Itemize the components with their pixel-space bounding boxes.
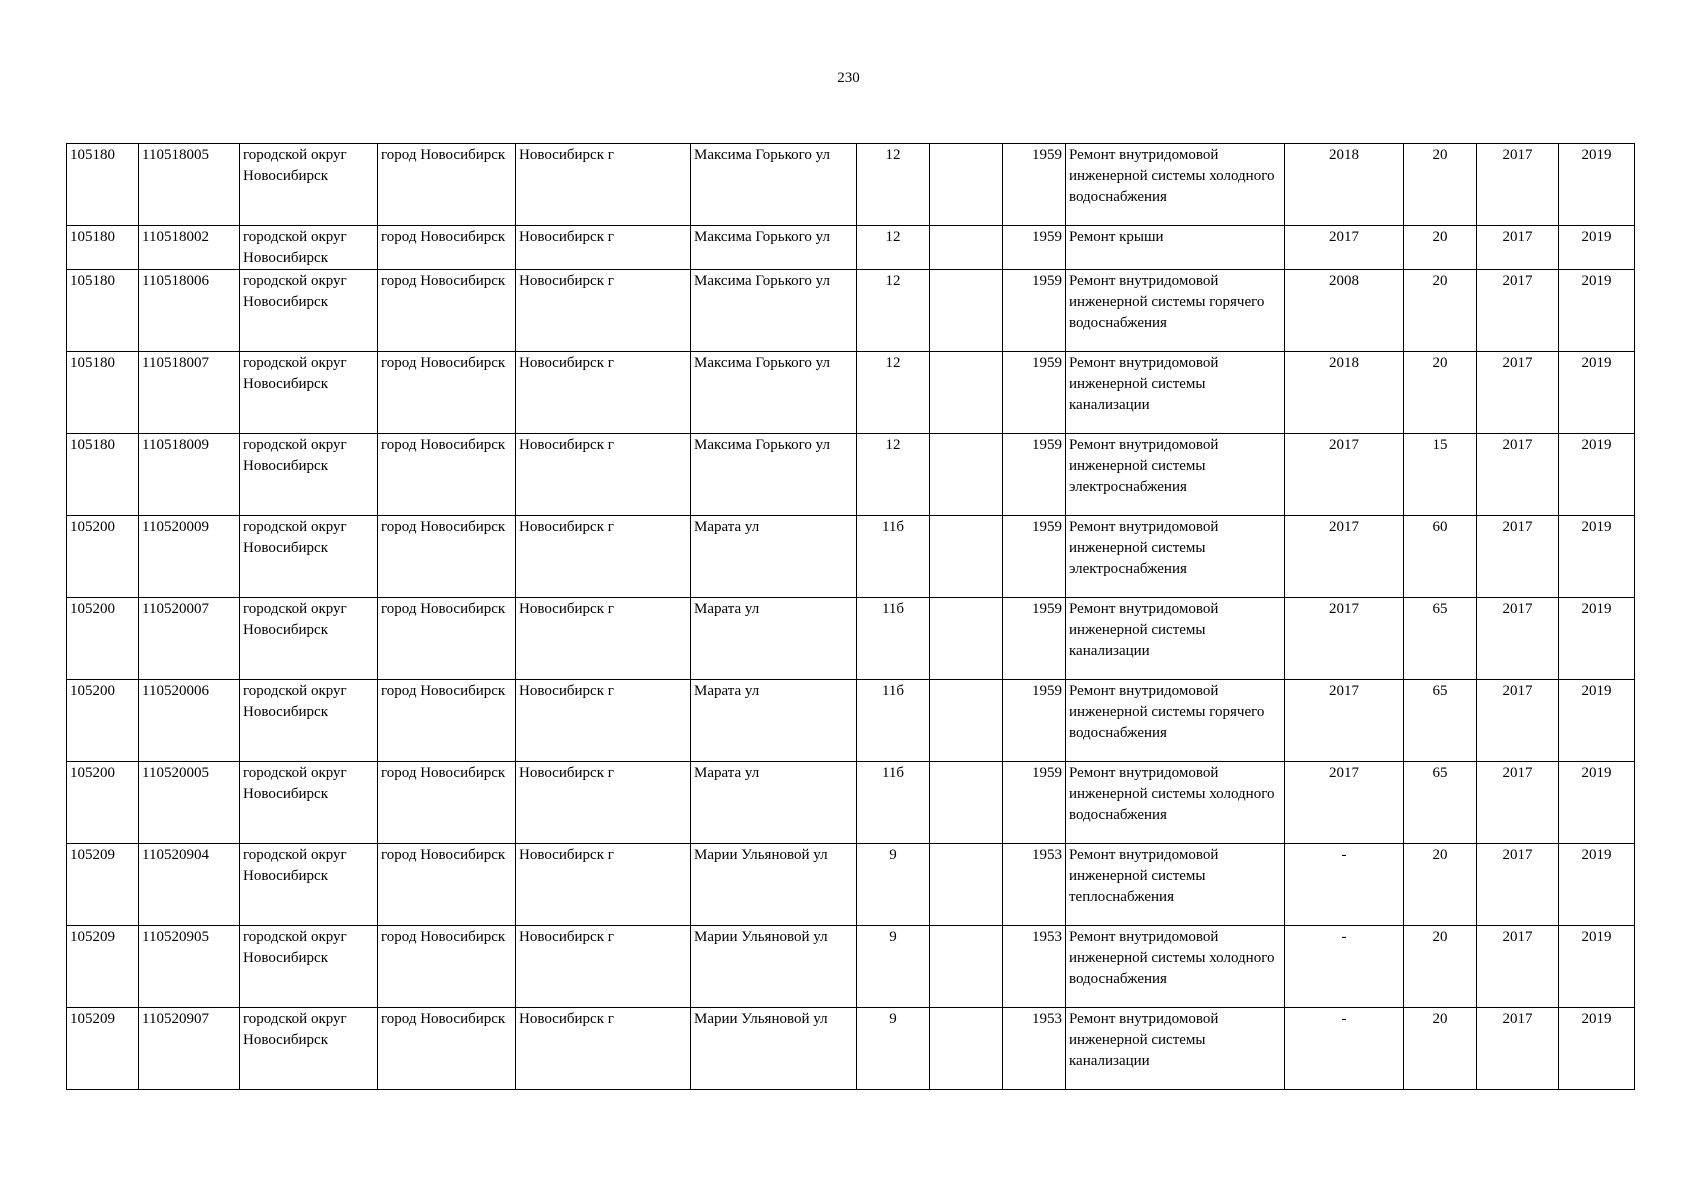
street-cell: Марии Ульяновой ул (691, 1008, 857, 1090)
house-number-cell: 12 (857, 434, 930, 516)
locality-cell: Новосибирск г (516, 680, 691, 762)
house-number-cell: 12 (857, 352, 930, 434)
street-cell: Максима Горького ул (691, 352, 857, 434)
period-start-cell: 2017 (1477, 680, 1559, 762)
work-id-cell: 110518007 (139, 352, 240, 434)
work-type-cell: Ремонт внутридомовой инженерной системы холодного водоснабжения (1066, 762, 1285, 844)
house-number-cell: 11б (857, 762, 930, 844)
locality-cell: Новосибирск г (516, 226, 691, 270)
settlement-cell: город Новосибирск (378, 352, 516, 434)
work-type-cell: Ремонт внутридомовой инженерной системы горячего водоснабжения (1066, 680, 1285, 762)
municipality-cell: городской округ Новосибирск (240, 270, 378, 352)
street-cell: Максима Горького ул (691, 270, 857, 352)
wear-percent-cell: 15 (1404, 434, 1477, 516)
work-id-cell: 110520907 (139, 1008, 240, 1090)
settlement-cell: город Новосибирск (378, 226, 516, 270)
last-repair-year-cell: 2017 (1285, 516, 1404, 598)
municipality-cell: городской округ Новосибирск (240, 434, 378, 516)
code-cell: 105209 (67, 844, 139, 926)
work-id-cell: 110518009 (139, 434, 240, 516)
work-type-cell: Ремонт внутридомовой инженерной системы теплоснабжения (1066, 844, 1285, 926)
work-id-cell: 110520009 (139, 516, 240, 598)
period-start-cell: 2017 (1477, 144, 1559, 226)
empty-cell (930, 144, 1003, 226)
last-repair-year-cell: 2017 (1285, 680, 1404, 762)
table-row (67, 926, 1635, 1008)
street-cell: Марата ул (691, 598, 857, 680)
work-id-cell: 110518005 (139, 144, 240, 226)
empty-cell (930, 352, 1003, 434)
repair-registry-table (66, 143, 1635, 1090)
work-id-cell: 110520904 (139, 844, 240, 926)
table-row (67, 434, 1635, 516)
period-end-cell: 2019 (1559, 844, 1635, 926)
table-row (67, 762, 1635, 844)
empty-cell (930, 598, 1003, 680)
municipality-cell: городской округ Новосибирск (240, 680, 378, 762)
built-year-cell: 1953 (1003, 844, 1066, 926)
municipality-cell: городской округ Новосибирск (240, 516, 378, 598)
empty-cell (930, 844, 1003, 926)
work-id-cell: 110520005 (139, 762, 240, 844)
street-cell: Марии Ульяновой ул (691, 844, 857, 926)
period-start-cell: 2017 (1477, 926, 1559, 1008)
empty-cell (930, 926, 1003, 1008)
wear-percent-cell: 20 (1404, 144, 1477, 226)
last-repair-year-cell: - (1285, 844, 1404, 926)
work-type-cell: Ремонт внутридомовой инженерной системы канализации (1066, 352, 1285, 434)
locality-cell: Новосибирск г (516, 598, 691, 680)
period-end-cell: 2019 (1559, 144, 1635, 226)
empty-cell (930, 516, 1003, 598)
empty-cell (930, 762, 1003, 844)
period-end-cell: 2019 (1559, 680, 1635, 762)
house-number-cell: 12 (857, 270, 930, 352)
wear-percent-cell: 20 (1404, 352, 1477, 434)
period-start-cell: 2017 (1477, 598, 1559, 680)
last-repair-year-cell: 2018 (1285, 144, 1404, 226)
work-type-cell: Ремонт внутридомовой инженерной системы канализации (1066, 1008, 1285, 1090)
municipality-cell: городской округ Новосибирск (240, 1008, 378, 1090)
code-cell: 105200 (67, 762, 139, 844)
municipality-cell: городской округ Новосибирск (240, 352, 378, 434)
work-type-cell: Ремонт крыши (1066, 226, 1285, 270)
period-start-cell: 2017 (1477, 844, 1559, 926)
street-cell: Марата ул (691, 680, 857, 762)
wear-percent-cell: 20 (1404, 226, 1477, 270)
work-type-cell: Ремонт внутридомовой инженерной системы электроснабжения (1066, 434, 1285, 516)
street-cell: Марата ул (691, 762, 857, 844)
period-end-cell: 2019 (1559, 434, 1635, 516)
settlement-cell: город Новосибирск (378, 598, 516, 680)
street-cell: Марии Ульяновой ул (691, 926, 857, 1008)
last-repair-year-cell: 2018 (1285, 352, 1404, 434)
work-id-cell: 110520007 (139, 598, 240, 680)
table-row (67, 1008, 1635, 1090)
period-start-cell: 2017 (1477, 352, 1559, 434)
municipality-cell: городской округ Новосибирск (240, 762, 378, 844)
page-number: 230 (837, 70, 860, 86)
settlement-cell: город Новосибирск (378, 434, 516, 516)
settlement-cell: город Новосибирск (378, 270, 516, 352)
work-type-cell: Ремонт внутридомовой инженерной системы горячего водоснабжения (1066, 270, 1285, 352)
wear-percent-cell: 20 (1404, 926, 1477, 1008)
work-id-cell: 110520905 (139, 926, 240, 1008)
wear-percent-cell: 65 (1404, 598, 1477, 680)
settlement-cell: город Новосибирск (378, 1008, 516, 1090)
code-cell: 105180 (67, 434, 139, 516)
street-cell: Максима Горького ул (691, 226, 857, 270)
built-year-cell: 1959 (1003, 144, 1066, 226)
period-end-cell: 2019 (1559, 598, 1635, 680)
street-cell: Максима Горького ул (691, 434, 857, 516)
period-end-cell: 2019 (1559, 1008, 1635, 1090)
period-end-cell: 2019 (1559, 270, 1635, 352)
house-number-cell: 11б (857, 680, 930, 762)
house-number-cell: 11б (857, 598, 930, 680)
work-type-cell: Ремонт внутридомовой инженерной системы канализации (1066, 598, 1285, 680)
street-cell: Максима Горького ул (691, 144, 857, 226)
code-cell: 105180 (67, 270, 139, 352)
municipality-cell: городской округ Новосибирск (240, 598, 378, 680)
settlement-cell: город Новосибирск (378, 516, 516, 598)
table-row (67, 598, 1635, 680)
work-id-cell: 110518006 (139, 270, 240, 352)
locality-cell: Новосибирск г (516, 352, 691, 434)
period-start-cell: 2017 (1477, 270, 1559, 352)
empty-cell (930, 680, 1003, 762)
period-start-cell: 2017 (1477, 434, 1559, 516)
table-row (67, 270, 1635, 352)
locality-cell: Новосибирск г (516, 516, 691, 598)
locality-cell: Новосибирск г (516, 1008, 691, 1090)
wear-percent-cell: 65 (1404, 762, 1477, 844)
last-repair-year-cell: 2017 (1285, 598, 1404, 680)
code-cell: 105200 (67, 598, 139, 680)
wear-percent-cell: 65 (1404, 680, 1477, 762)
built-year-cell: 1959 (1003, 270, 1066, 352)
period-start-cell: 2017 (1477, 226, 1559, 270)
table-row (67, 680, 1635, 762)
table-row (67, 144, 1635, 226)
settlement-cell: город Новосибирск (378, 680, 516, 762)
municipality-cell: городской округ Новосибирск (240, 144, 378, 226)
built-year-cell: 1959 (1003, 680, 1066, 762)
table-row (67, 844, 1635, 926)
locality-cell: Новосибирск г (516, 144, 691, 226)
built-year-cell: 1959 (1003, 598, 1066, 680)
locality-cell: Новосибирск г (516, 762, 691, 844)
work-type-cell: Ремонт внутридомовой инженерной системы холодного водоснабжения (1066, 926, 1285, 1008)
house-number-cell: 12 (857, 226, 930, 270)
built-year-cell: 1959 (1003, 226, 1066, 270)
wear-percent-cell: 60 (1404, 516, 1477, 598)
work-type-cell: Ремонт внутридомовой инженерной системы электроснабжения (1066, 516, 1285, 598)
empty-cell (930, 226, 1003, 270)
work-id-cell: 110520006 (139, 680, 240, 762)
last-repair-year-cell: - (1285, 1008, 1404, 1090)
empty-cell (930, 270, 1003, 352)
house-number-cell: 9 (857, 1008, 930, 1090)
last-repair-year-cell: 2017 (1285, 434, 1404, 516)
wear-percent-cell: 20 (1404, 844, 1477, 926)
house-number-cell: 9 (857, 926, 930, 1008)
locality-cell: Новосибирск г (516, 270, 691, 352)
street-cell: Марата ул (691, 516, 857, 598)
house-number-cell: 12 (857, 144, 930, 226)
municipality-cell: городской округ Новосибирск (240, 926, 378, 1008)
built-year-cell: 1953 (1003, 926, 1066, 1008)
wear-percent-cell: 20 (1404, 1008, 1477, 1090)
wear-percent-cell: 20 (1404, 270, 1477, 352)
work-type-cell: Ремонт внутридомовой инженерной системы холодного водоснабжения (1066, 144, 1285, 226)
built-year-cell: 1959 (1003, 762, 1066, 844)
settlement-cell: город Новосибирск (378, 144, 516, 226)
empty-cell (930, 434, 1003, 516)
work-id-cell: 110518002 (139, 226, 240, 270)
locality-cell: Новосибирск г (516, 434, 691, 516)
code-cell: 105180 (67, 226, 139, 270)
period-end-cell: 2019 (1559, 516, 1635, 598)
municipality-cell: городской округ Новосибирск (240, 844, 378, 926)
period-end-cell: 2019 (1559, 352, 1635, 434)
code-cell: 105209 (67, 1008, 139, 1090)
code-cell: 105200 (67, 680, 139, 762)
code-cell: 105180 (67, 352, 139, 434)
house-number-cell: 9 (857, 844, 930, 926)
built-year-cell: 1953 (1003, 1008, 1066, 1090)
last-repair-year-cell: 2008 (1285, 270, 1404, 352)
code-cell: 105200 (67, 516, 139, 598)
table-row (67, 226, 1635, 270)
code-cell: 105180 (67, 144, 139, 226)
built-year-cell: 1959 (1003, 352, 1066, 434)
period-end-cell: 2019 (1559, 926, 1635, 1008)
table-row (67, 352, 1635, 434)
last-repair-year-cell: 2017 (1285, 762, 1404, 844)
settlement-cell: город Новосибирск (378, 926, 516, 1008)
house-number-cell: 11б (857, 516, 930, 598)
built-year-cell: 1959 (1003, 434, 1066, 516)
period-end-cell: 2019 (1559, 226, 1635, 270)
period-end-cell: 2019 (1559, 762, 1635, 844)
settlement-cell: город Новосибирск (378, 844, 516, 926)
period-start-cell: 2017 (1477, 762, 1559, 844)
period-start-cell: 2017 (1477, 1008, 1559, 1090)
settlement-cell: город Новосибирск (378, 762, 516, 844)
period-start-cell: 2017 (1477, 516, 1559, 598)
locality-cell: Новосибирск г (516, 844, 691, 926)
municipality-cell: городской округ Новосибирск (240, 226, 378, 270)
code-cell: 105209 (67, 926, 139, 1008)
last-repair-year-cell: - (1285, 926, 1404, 1008)
empty-cell (930, 1008, 1003, 1090)
table-body (67, 144, 1635, 1090)
table-row (67, 516, 1635, 598)
built-year-cell: 1959 (1003, 516, 1066, 598)
last-repair-year-cell: 2017 (1285, 226, 1404, 270)
locality-cell: Новосибирск г (516, 926, 691, 1008)
